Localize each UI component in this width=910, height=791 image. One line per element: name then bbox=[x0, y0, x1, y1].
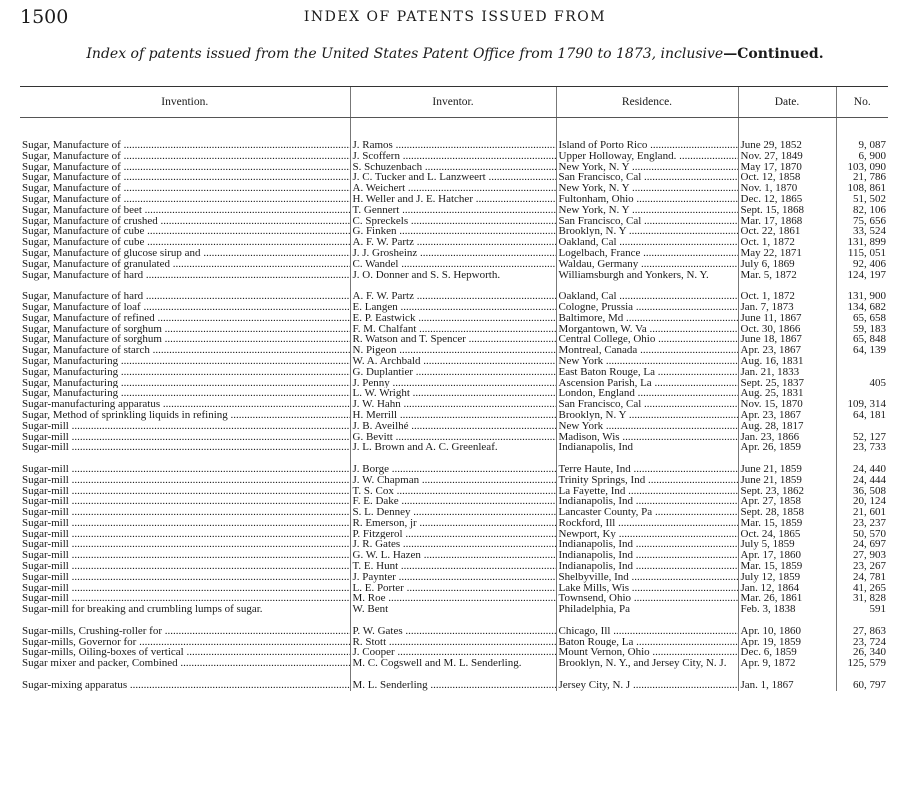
patent-number-cell: 31, 828 bbox=[836, 593, 888, 604]
patent-number-cell: 6, 900 bbox=[836, 151, 888, 162]
table-row bbox=[20, 388, 888, 399]
invention-cell: Sugar-mill ..... bbox=[20, 421, 350, 432]
table-row bbox=[20, 356, 888, 367]
residence-cell: Lancaster County, Pa ..... bbox=[556, 507, 738, 518]
invention-cell: Sugar, Manufacture of crushed ..... bbox=[20, 216, 350, 227]
table-row bbox=[20, 529, 888, 540]
inventor-cell: H. Weller and J. E. Hatcher ..... bbox=[350, 194, 556, 205]
patent-number-cell: 405 bbox=[836, 378, 888, 389]
patent-number-cell: 26, 340 bbox=[836, 647, 888, 658]
date-cell: Sept. 25, 1837 bbox=[738, 378, 836, 389]
residence-cell: Baton Rouge, La ..... bbox=[556, 637, 738, 648]
date-cell: Oct. 1, 1872 bbox=[738, 237, 836, 248]
residence-cell: Indianapolis, Ind ..... bbox=[556, 496, 738, 507]
date-cell: Apr. 9, 1872 bbox=[738, 658, 836, 680]
inventor-cell: J. Penny ..... bbox=[350, 378, 556, 389]
residence-cell: Rockford, Ill ..... bbox=[556, 518, 738, 529]
residence-cell: San Francisco, Cal ..... bbox=[556, 216, 738, 227]
date-cell: June 11, 1867 bbox=[738, 313, 836, 324]
date-cell: Oct. 24, 1865 bbox=[738, 529, 836, 540]
date-cell: May 22, 1871 bbox=[738, 248, 836, 259]
patent-number-cell: 115, 051 bbox=[836, 248, 888, 259]
residence-cell: San Francisco, Cal ..... bbox=[556, 172, 738, 183]
date-cell: Jan. 7, 1873 bbox=[738, 302, 836, 313]
inventor-cell: J. Scoffern ..... bbox=[350, 151, 556, 162]
invention-cell: Sugar-mill ..... bbox=[20, 486, 350, 497]
inventor-cell: J. Paynter ..... bbox=[350, 572, 556, 583]
invention-cell: Sugar, Manufacture of hard ..... bbox=[20, 270, 350, 292]
patent-number-cell: 92, 406 bbox=[836, 259, 888, 270]
date-cell: Sept. 15, 1868 bbox=[738, 205, 836, 216]
date-cell: Jan. 21, 1833 bbox=[738, 367, 836, 378]
residence-cell: Indianapolis, Ind ..... bbox=[556, 550, 738, 561]
patent-number-cell: 24, 444 bbox=[836, 475, 888, 486]
page-header bbox=[0, 6, 910, 30]
residence-cell: Fultonham, Ohio ..... bbox=[556, 194, 738, 205]
date-cell: Nov. 1, 1870 bbox=[738, 183, 836, 194]
table-row bbox=[20, 399, 888, 410]
date-cell: Mar. 15, 1859 bbox=[738, 518, 836, 529]
running-head: INDEX OF PATENTS ISSUED FROM bbox=[303, 9, 607, 25]
residence-cell: Chicago, Ill ..... bbox=[556, 626, 738, 637]
patent-number-cell: 108, 861 bbox=[836, 183, 888, 194]
date-cell: July 5, 1859 bbox=[738, 539, 836, 550]
inventor-cell: N. Pigeon ..... bbox=[350, 345, 556, 356]
residence-cell: Lake Mills, Wis ..... bbox=[556, 583, 738, 594]
invention-cell: Sugar, Manufacture of granulated ..... bbox=[20, 259, 350, 270]
residence-cell: Brooklyn, N. Y ..... bbox=[556, 226, 738, 237]
date-cell: Sept. 28, 1858 bbox=[738, 507, 836, 518]
table-row bbox=[20, 496, 888, 507]
inventor-cell: A. F. W. Partz ..... bbox=[350, 291, 556, 302]
residence-cell: Brooklyn, N. Y., and Jersey City, N. J. bbox=[556, 658, 738, 680]
residence-cell: Morgantown, W. Va ..... bbox=[556, 324, 738, 335]
table-subtitle bbox=[0, 46, 910, 62]
invention-cell: Sugar, Manufacture of loaf ..... bbox=[20, 302, 350, 313]
residence-cell: Montreal, Canada ..... bbox=[556, 345, 738, 356]
patent-number-cell: 60, 797 bbox=[836, 680, 888, 691]
inventor-cell: A. F. W. Partz ..... bbox=[350, 237, 556, 248]
date-cell: Apr. 17, 1860 bbox=[738, 550, 836, 561]
patent-number-cell: 591 bbox=[836, 604, 888, 626]
date-cell: Aug. 25, 1831 bbox=[738, 388, 836, 399]
invention-cell: Sugar, Manufacture of refined ..... bbox=[20, 313, 350, 324]
residence-cell: Jersey City, N. J ..... bbox=[556, 680, 738, 691]
residence-cell: Madison, Wis ..... bbox=[556, 432, 738, 443]
inventor-cell: S. L. Denney ..... bbox=[350, 507, 556, 518]
date-cell: July 12, 1859 bbox=[738, 572, 836, 583]
patent-number-cell: 20, 124 bbox=[836, 496, 888, 507]
patent-number-cell: 131, 899 bbox=[836, 237, 888, 248]
table-row bbox=[20, 151, 888, 162]
inventor-cell: J. R. Gates ..... bbox=[350, 539, 556, 550]
inventor-cell: G. Finken ..... bbox=[350, 226, 556, 237]
inventor-cell: G. W. L. Hazen ..... bbox=[350, 550, 556, 561]
table-row bbox=[20, 410, 888, 421]
inventor-cell: W. Bent bbox=[350, 604, 556, 626]
table-row bbox=[20, 647, 888, 658]
inventor-cell: R. Emerson, jr ..... bbox=[350, 518, 556, 529]
patent-number-cell: 50, 570 bbox=[836, 529, 888, 540]
invention-cell: Sugar, Manufacture of beet ..... bbox=[20, 205, 350, 216]
date-cell: Apr. 10, 1860 bbox=[738, 626, 836, 637]
invention-cell: Sugar-mill ..... bbox=[20, 442, 350, 464]
table-row bbox=[20, 118, 888, 151]
inventor-cell: J. L. Brown and A. C. Greenleaf. bbox=[350, 442, 556, 464]
patent-number-cell: 131, 900 bbox=[836, 291, 888, 302]
patent-number-cell: 33, 524 bbox=[836, 226, 888, 237]
inventor-cell: J. W. Hahn ..... bbox=[350, 399, 556, 410]
inventor-cell: P. Fitzgerol ..... bbox=[350, 529, 556, 540]
invention-cell: Sugar, Manufacture of glucose sirup and ..... bbox=[20, 248, 350, 259]
invention-cell: Sugar, Manufacture of hard ..... bbox=[20, 291, 350, 302]
inventor-cell: R. Watson and T. Spencer ..... bbox=[350, 334, 556, 345]
inventor-cell: J. Cooper ..... bbox=[350, 647, 556, 658]
inventor-cell: C. Spreckels ..... bbox=[350, 216, 556, 227]
invention-cell: Sugar, Manufacture of sorghum ..... bbox=[20, 324, 350, 335]
patent-number-cell: 27, 863 bbox=[836, 626, 888, 637]
residence-cell: Indianapolis, Ind ..... bbox=[556, 539, 738, 550]
invention-cell: Sugar, Method of sprinkling liquids in refining ..... bbox=[20, 410, 350, 421]
subtitle-continued: —Continued. bbox=[723, 46, 824, 62]
invention-cell: Sugar-manufacturing apparatus ..... bbox=[20, 399, 350, 410]
residence-cell: New York, N. Y ..... bbox=[556, 183, 738, 194]
patent-number-cell: 9, 087 bbox=[836, 118, 888, 151]
patent-number-cell: 21, 786 bbox=[836, 172, 888, 183]
invention-cell: Sugar-mill ..... bbox=[20, 432, 350, 443]
date-cell: Aug. 28, 1817 bbox=[738, 421, 836, 432]
residence-cell: Brooklyn, N. Y ..... bbox=[556, 410, 738, 421]
date-cell: June 21, 1859 bbox=[738, 475, 836, 486]
date-cell: June 29, 1852 bbox=[738, 118, 836, 151]
invention-cell: Sugar-mill ..... bbox=[20, 550, 350, 561]
date-cell: Apr. 19, 1859 bbox=[738, 637, 836, 648]
date-cell: Apr. 23, 1867 bbox=[738, 345, 836, 356]
invention-cell: Sugar-mill ..... bbox=[20, 593, 350, 604]
invention-cell: Sugar-mill ..... bbox=[20, 475, 350, 486]
table-row bbox=[20, 291, 888, 302]
residence-cell: New York ..... bbox=[556, 421, 738, 432]
date-cell: Apr. 26, 1859 bbox=[738, 442, 836, 464]
residence-cell: New York ..... bbox=[556, 356, 738, 367]
patent-number-cell: 65, 848 bbox=[836, 334, 888, 345]
date-cell: Feb. 3, 1838 bbox=[738, 604, 836, 626]
invention-cell: Sugar, Manufacturing ..... bbox=[20, 356, 350, 367]
inventor-cell: E. P. Eastwick ..... bbox=[350, 313, 556, 324]
patent-number-cell bbox=[836, 421, 888, 432]
inventor-cell: J. W. Chapman ..... bbox=[350, 475, 556, 486]
column-header-residence: Residence. bbox=[556, 87, 738, 118]
date-cell: Apr. 27, 1858 bbox=[738, 496, 836, 507]
invention-cell: Sugar-mills, Crushing-roller for ..... bbox=[20, 626, 350, 637]
residence-cell: Williamsburgh and Yonkers, N. Y. bbox=[556, 270, 738, 292]
table-row bbox=[20, 572, 888, 583]
residence-cell: Oakland, Cal ..... bbox=[556, 291, 738, 302]
invention-cell: Sugar mixer and packer, Combined ..... bbox=[20, 658, 350, 680]
table-body bbox=[20, 118, 888, 691]
column-header-date: Date. bbox=[738, 87, 836, 118]
residence-cell: Newport, Ky ..... bbox=[556, 529, 738, 540]
invention-cell: Sugar, Manufacture of sorghum ..... bbox=[20, 334, 350, 345]
patent-number-cell: 134, 682 bbox=[836, 302, 888, 313]
header-row bbox=[20, 87, 888, 118]
inventor-cell: M. Roe ..... bbox=[350, 593, 556, 604]
patent-number-cell: 21, 601 bbox=[836, 507, 888, 518]
table-row bbox=[20, 248, 888, 259]
invention-cell: Sugar-mills, Oiling-boxes of vertical ..... bbox=[20, 647, 350, 658]
invention-cell: Sugar-mill ..... bbox=[20, 518, 350, 529]
inventor-cell: T. E. Hunt ..... bbox=[350, 561, 556, 572]
date-cell: Jan. 23, 1866 bbox=[738, 432, 836, 443]
table-row bbox=[20, 637, 888, 648]
residence-cell: New York, N. Y ..... bbox=[556, 205, 738, 216]
residence-cell: New York, N. Y ..... bbox=[556, 162, 738, 173]
residence-cell: Indianapolis, Ind ..... bbox=[556, 561, 738, 572]
patent-number-cell: 24, 440 bbox=[836, 464, 888, 475]
inventor-cell: M. C. Cogswell and M. L. Senderling. bbox=[350, 658, 556, 680]
residence-cell: Philadelphia, Pa bbox=[556, 604, 738, 626]
date-cell: Mar. 26, 1861 bbox=[738, 593, 836, 604]
inventor-cell: R. Stott ..... bbox=[350, 637, 556, 648]
invention-cell: Sugar-mill ..... bbox=[20, 583, 350, 594]
date-cell: Oct. 22, 1861 bbox=[738, 226, 836, 237]
invention-cell: Sugar-mill ..... bbox=[20, 561, 350, 572]
inventor-cell: J. J. Grosheinz ..... bbox=[350, 248, 556, 259]
column-header-inventor: Inventor. bbox=[350, 87, 556, 118]
patent-number-cell: 23, 724 bbox=[836, 637, 888, 648]
inventor-cell: F. M. Chalfant ..... bbox=[350, 324, 556, 335]
inventor-cell: L. W. Wright ..... bbox=[350, 388, 556, 399]
date-cell: Oct. 1, 1872 bbox=[738, 291, 836, 302]
residence-cell: Terre Haute, Ind ..... bbox=[556, 464, 738, 475]
residence-cell: Logelbach, France ..... bbox=[556, 248, 738, 259]
date-cell: Mar. 5, 1872 bbox=[738, 270, 836, 292]
invention-cell: Sugar-mill ..... bbox=[20, 539, 350, 550]
patent-number-cell: 82, 106 bbox=[836, 205, 888, 216]
date-cell: Nov. 27, 1849 bbox=[738, 151, 836, 162]
table-row bbox=[20, 302, 888, 313]
patent-number-cell: 24, 781 bbox=[836, 572, 888, 583]
subtitle-italic: Index of patents issued from the United States Patent Office from 1790 to 1873, inclusive bbox=[86, 46, 724, 62]
residence-cell: Central College, Ohio ..... bbox=[556, 334, 738, 345]
residence-cell: Waldau, Germany ..... bbox=[556, 259, 738, 270]
residence-cell: Shelbyville, Ind ..... bbox=[556, 572, 738, 583]
table-row bbox=[20, 162, 888, 173]
invention-cell: Sugar, Manufacture of cube ..... bbox=[20, 237, 350, 248]
patent-number-cell: 125, 579 bbox=[836, 658, 888, 680]
residence-cell: Cologne, Prussia ..... bbox=[556, 302, 738, 313]
date-cell: June 21, 1859 bbox=[738, 464, 836, 475]
patent-number-cell: 103, 090 bbox=[836, 162, 888, 173]
date-cell: Oct. 30, 1866 bbox=[738, 324, 836, 335]
residence-cell: Ascension Parish, La ..... bbox=[556, 378, 738, 389]
patent-number-cell: 27, 903 bbox=[836, 550, 888, 561]
table-row bbox=[20, 550, 888, 561]
residence-cell: San Francisco, Cal ..... bbox=[556, 399, 738, 410]
inventor-cell: L. E. Porter ..... bbox=[350, 583, 556, 594]
column-header-invention: Invention. bbox=[20, 87, 350, 118]
residence-cell: Townsend, Ohio ..... bbox=[556, 593, 738, 604]
invention-cell: Sugar, Manufacturing ..... bbox=[20, 367, 350, 378]
date-cell: Sept. 23, 1862 bbox=[738, 486, 836, 497]
table-row bbox=[20, 604, 888, 626]
patent-number-cell: 59, 183 bbox=[836, 324, 888, 335]
table-row bbox=[20, 539, 888, 550]
residence-cell: Trinity Springs, Ind ..... bbox=[556, 475, 738, 486]
patent-number-cell: 109, 314 bbox=[836, 399, 888, 410]
residence-cell: Baltimore, Md ..... bbox=[556, 313, 738, 324]
patent-number-cell: 41, 265 bbox=[836, 583, 888, 594]
invention-cell: Sugar-mill for breaking and crumbling lumps of sugar. bbox=[22, 604, 263, 616]
invention-cell: Sugar, Manufacture of ..... bbox=[20, 162, 350, 173]
invention-cell: Sugar, Manufacture of cube ..... bbox=[20, 226, 350, 237]
table-row bbox=[20, 216, 888, 227]
inventor-cell: J. B. Aveilhé ..... bbox=[350, 421, 556, 432]
table-row bbox=[20, 507, 888, 518]
patent-index-table bbox=[20, 86, 888, 691]
table-row bbox=[20, 205, 888, 216]
date-cell: Dec. 6, 1859 bbox=[738, 647, 836, 658]
date-cell: Aug. 16, 1831 bbox=[738, 356, 836, 367]
invention-cell: Sugar, Manufacture of starch ..... bbox=[20, 345, 350, 356]
patent-number-cell bbox=[836, 388, 888, 399]
residence-cell: Mount Vernon, Ohio ..... bbox=[556, 647, 738, 658]
table-row bbox=[20, 226, 888, 237]
date-cell: July 6, 1869 bbox=[738, 259, 836, 270]
table-row bbox=[20, 583, 888, 594]
table-row bbox=[20, 680, 888, 691]
table-row bbox=[20, 421, 888, 432]
residence-cell: East Baton Rouge, La ..... bbox=[556, 367, 738, 378]
table-row bbox=[20, 593, 888, 604]
table-row bbox=[20, 270, 888, 292]
date-cell: June 18, 1867 bbox=[738, 334, 836, 345]
table-row bbox=[20, 172, 888, 183]
table-row bbox=[20, 313, 888, 324]
patent-number-cell bbox=[836, 367, 888, 378]
date-cell: Apr. 23, 1867 bbox=[738, 410, 836, 421]
inventor-cell: T. Gennert ..... bbox=[350, 205, 556, 216]
inventor-cell: G. Bevitt ..... bbox=[350, 432, 556, 443]
residence-cell: Oakland, Cal ..... bbox=[556, 237, 738, 248]
inventor-cell: W. A. Archbald ..... bbox=[350, 356, 556, 367]
patent-number-cell: 36, 508 bbox=[836, 486, 888, 497]
date-cell: Mar. 15, 1859 bbox=[738, 561, 836, 572]
patent-number-cell: 64, 139 bbox=[836, 345, 888, 356]
table-row bbox=[20, 464, 888, 475]
patent-number-cell: 23, 733 bbox=[836, 442, 888, 464]
table-row bbox=[20, 486, 888, 497]
table-row bbox=[20, 367, 888, 378]
residence-cell: London, England ..... bbox=[556, 388, 738, 399]
column-header-no: No. bbox=[836, 87, 888, 118]
residence-cell: La Fayette, Ind ..... bbox=[556, 486, 738, 497]
invention-cell: Sugar, Manufacture of ..... bbox=[20, 118, 350, 151]
patent-number-cell: 23, 267 bbox=[836, 561, 888, 572]
inventor-cell: J. Borge ..... bbox=[350, 464, 556, 475]
table-row bbox=[20, 194, 888, 205]
table-row bbox=[20, 475, 888, 486]
patent-number-cell: 23, 237 bbox=[836, 518, 888, 529]
invention-cell: Sugar-mill ..... bbox=[20, 572, 350, 583]
table-row bbox=[20, 183, 888, 194]
invention-cell: Sugar, Manufacturing ..... bbox=[20, 388, 350, 399]
inventor-cell: J. Ramos ..... bbox=[350, 118, 556, 151]
inventor-cell: S. Schuzenbach ..... bbox=[350, 162, 556, 173]
invention-cell: Sugar-mills, Governor for ..... bbox=[20, 637, 350, 648]
inventor-cell: A. Weichert ..... bbox=[350, 183, 556, 194]
invention-cell: Sugar-mill ..... bbox=[20, 464, 350, 475]
patent-number-cell: 64, 181 bbox=[836, 410, 888, 421]
inventor-cell: M. L. Senderling ..... bbox=[350, 680, 556, 691]
patent-number-cell: 24, 697 bbox=[836, 539, 888, 550]
table-row bbox=[20, 518, 888, 529]
date-cell: Dec. 12, 1865 bbox=[738, 194, 836, 205]
date-cell: Mar. 17, 1868 bbox=[738, 216, 836, 227]
date-cell: Jan. 12, 1864 bbox=[738, 583, 836, 594]
inventor-cell: H. Merrill ..... bbox=[350, 410, 556, 421]
table-row bbox=[20, 658, 888, 680]
inventor-cell: J. C. Tucker and L. Lanzweert ..... bbox=[350, 172, 556, 183]
table-row bbox=[20, 334, 888, 345]
inventor-cell: T. S. Cox ..... bbox=[350, 486, 556, 497]
invention-cell: Sugar, Manufacture of ..... bbox=[20, 151, 350, 162]
page-number: 1500 bbox=[20, 6, 69, 28]
table-row bbox=[20, 345, 888, 356]
residence-cell: Upper Holloway, England. ..... bbox=[556, 151, 738, 162]
table-row bbox=[20, 378, 888, 389]
invention-cell: Sugar, Manufacture of ..... bbox=[20, 183, 350, 194]
inventor-cell: P. W. Gates ..... bbox=[350, 626, 556, 637]
patent-number-cell: 52, 127 bbox=[836, 432, 888, 443]
table-row bbox=[20, 237, 888, 248]
date-cell: Oct. 12, 1858 bbox=[738, 172, 836, 183]
invention-cell: Sugar, Manufacturing ..... bbox=[20, 378, 350, 389]
table-row bbox=[20, 324, 888, 335]
inventor-cell: J. O. Donner and S. S. Hepworth. bbox=[350, 270, 556, 292]
patent-number-cell: 75, 656 bbox=[836, 216, 888, 227]
patent-number-cell: 124, 197 bbox=[836, 270, 888, 292]
invention-cell: Sugar-mill ..... bbox=[20, 507, 350, 518]
invention-cell: Sugar-mill ..... bbox=[20, 496, 350, 507]
invention-cell: Sugar-mill ..... bbox=[20, 529, 350, 540]
table-row bbox=[20, 561, 888, 572]
date-cell: May 17, 1870 bbox=[738, 162, 836, 173]
patent-number-cell: 65, 658 bbox=[836, 313, 888, 324]
inventor-cell: C. Wandel ..... bbox=[350, 259, 556, 270]
table-row bbox=[20, 432, 888, 443]
invention-cell: Sugar, Manufacture of ..... bbox=[20, 172, 350, 183]
patent-number-cell bbox=[836, 356, 888, 367]
inventor-cell: F. E. Dake ..... bbox=[350, 496, 556, 507]
invention-cell: Sugar-mixing apparatus ..... bbox=[20, 680, 350, 691]
date-cell: Nov. 15, 1870 bbox=[738, 399, 836, 410]
invention-cell: Sugar, Manufacture of ..... bbox=[20, 194, 350, 205]
inventor-cell: G. Duplantier ..... bbox=[350, 367, 556, 378]
residence-cell: Island of Porto Rico ..... bbox=[556, 118, 738, 151]
residence-cell: Indianapolis, Ind bbox=[556, 442, 738, 464]
table-row bbox=[20, 442, 888, 464]
patent-number-cell: 51, 502 bbox=[836, 194, 888, 205]
inventor-cell: E. Langen ..... bbox=[350, 302, 556, 313]
table-row bbox=[20, 259, 888, 270]
table-row bbox=[20, 626, 888, 637]
date-cell: Jan. 1, 1867 bbox=[738, 680, 836, 691]
